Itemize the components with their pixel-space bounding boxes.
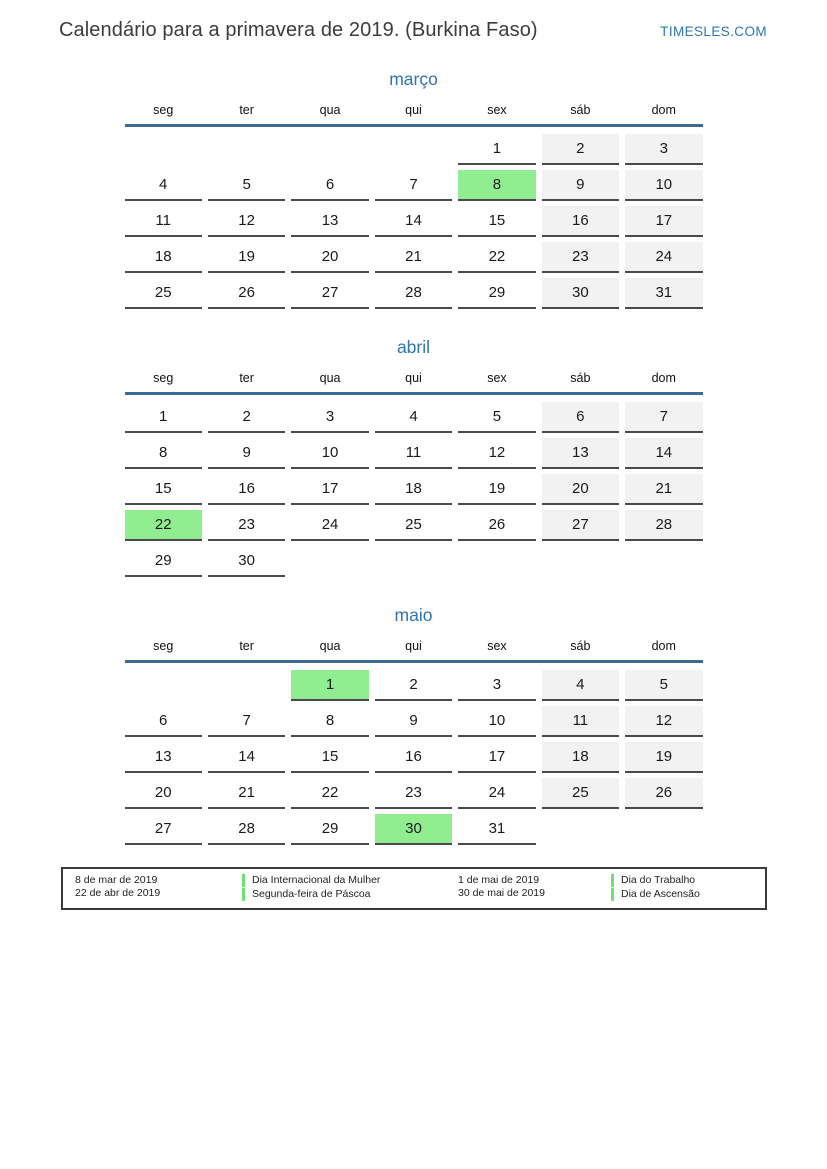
legend-date: 8 de mar de 2019 [75, 874, 158, 886]
weekday-label: dom [651, 639, 676, 653]
day-cell: 26 [625, 778, 702, 809]
day-cell: 11 [125, 206, 202, 237]
day-cell [375, 546, 452, 577]
legend-holiday-name: Segunda-feira de Páscoa [242, 888, 371, 901]
day-cell: 16 [542, 206, 619, 237]
day-cell: 15 [291, 742, 368, 773]
day-cell: 12 [625, 706, 702, 737]
day-cell: 26 [208, 278, 285, 309]
day-grid [125, 402, 703, 577]
holiday-day-cell: 8 [458, 170, 535, 201]
day-cell: 8 [291, 706, 368, 737]
page-header [0, 0, 827, 42]
day-cell: 6 [125, 706, 202, 737]
day-cell: 9 [208, 438, 285, 469]
day-cell: 5 [458, 402, 535, 433]
day-cell: 25 [125, 278, 202, 309]
weekday-label: ter [239, 103, 254, 117]
weekday-label: sex [487, 639, 507, 653]
weekday-row [125, 639, 703, 660]
day-cell: 30 [542, 278, 619, 309]
weekday-label: sex [487, 103, 507, 117]
legend-dates-column [458, 874, 611, 902]
day-cell: 19 [458, 474, 535, 505]
day-cell: 9 [542, 170, 619, 201]
day-cell: 29 [458, 278, 535, 309]
day-cell: 18 [375, 474, 452, 505]
day-cell: 16 [375, 742, 452, 773]
weekday-label: seg [153, 639, 174, 653]
day-cell: 6 [542, 402, 619, 433]
day-cell: 10 [625, 170, 702, 201]
day-cell: 14 [375, 206, 452, 237]
day-cell: 23 [208, 510, 285, 541]
day-cell: 24 [291, 510, 368, 541]
holidays-legend [61, 867, 767, 910]
day-cell [625, 546, 702, 577]
day-cell: 16 [208, 474, 285, 505]
weekday-label: seg [153, 103, 174, 117]
day-cell: 7 [625, 402, 702, 433]
day-cell [458, 546, 535, 577]
weekday-label: qui [405, 371, 422, 385]
day-cell: 23 [542, 242, 619, 273]
day-cell: 27 [125, 814, 202, 845]
day-cell: 23 [375, 778, 452, 809]
holiday-day-cell: 1 [291, 670, 368, 701]
day-cell [125, 670, 202, 701]
weekday-rule [125, 392, 703, 395]
day-cell: 31 [625, 278, 702, 309]
day-cell [542, 814, 619, 845]
day-cell: 24 [458, 778, 535, 809]
legend-holiday-name: Dia Internacional da Mulher [242, 874, 380, 887]
day-cell: 26 [458, 510, 535, 541]
day-cell: 13 [125, 742, 202, 773]
day-cell: 5 [625, 670, 702, 701]
day-cell: 7 [375, 170, 452, 201]
day-cell: 18 [125, 242, 202, 273]
day-cell: 17 [291, 474, 368, 505]
day-cell: 11 [542, 706, 619, 737]
day-cell: 1 [125, 402, 202, 433]
weekday-label: ter [239, 371, 254, 385]
legend-date: 30 de mai de 2019 [458, 887, 545, 899]
day-cell: 10 [458, 706, 535, 737]
weekday-label: qua [319, 103, 341, 117]
months [0, 69, 827, 845]
day-cell: 17 [625, 206, 702, 237]
day-cell: 29 [291, 814, 368, 845]
day-cell: 1 [458, 134, 535, 165]
day-cell: 4 [375, 402, 452, 433]
day-cell: 14 [208, 742, 285, 773]
day-cell: 4 [542, 670, 619, 701]
day-cell [208, 134, 285, 165]
day-cell: 13 [291, 206, 368, 237]
day-cell: 21 [625, 474, 702, 505]
day-cell: 21 [208, 778, 285, 809]
day-cell: 3 [625, 134, 702, 165]
weekday-label: dom [651, 103, 676, 117]
page-title: Calendário para a primavera de 2019. (Burkina Faso) [59, 19, 538, 41]
day-cell: 22 [291, 778, 368, 809]
weekday-label: sex [487, 371, 507, 385]
day-cell: 9 [375, 706, 452, 737]
weekday-label: ter [239, 639, 254, 653]
day-cell: 4 [125, 170, 202, 201]
weekday-label: qui [405, 103, 422, 117]
day-cell: 13 [542, 438, 619, 469]
day-cell: 21 [375, 242, 452, 273]
day-cell [125, 134, 202, 165]
day-cell: 25 [542, 778, 619, 809]
month-name: abril [396, 337, 431, 357]
day-cell: 8 [125, 438, 202, 469]
day-cell [291, 134, 368, 165]
weekday-label: qua [319, 639, 341, 653]
day-grid [125, 670, 703, 845]
day-cell: 20 [125, 778, 202, 809]
weekday-row [125, 103, 703, 124]
weekday-rule [125, 660, 703, 663]
day-cell: 12 [208, 206, 285, 237]
holiday-day-cell: 30 [375, 814, 452, 845]
weekday-label: sáb [570, 371, 591, 385]
day-cell: 14 [625, 438, 702, 469]
day-cell: 27 [542, 510, 619, 541]
day-cell: 2 [375, 670, 452, 701]
holiday-day-cell: 22 [125, 510, 202, 541]
day-cell [291, 546, 368, 577]
day-cell: 25 [375, 510, 452, 541]
site-logo-link[interactable]: TIMESLES.COM [660, 24, 767, 39]
legend-holiday-name: Dia do Trabalho [611, 874, 695, 887]
weekday-label: qui [405, 639, 422, 653]
day-cell: 11 [375, 438, 452, 469]
day-cell: 30 [208, 546, 285, 577]
day-cell: 22 [458, 242, 535, 273]
day-cell: 6 [291, 170, 368, 201]
day-cell: 15 [125, 474, 202, 505]
day-cell: 27 [291, 278, 368, 309]
day-cell: 28 [208, 814, 285, 845]
weekday-label: qua [319, 371, 341, 385]
day-cell [375, 134, 452, 165]
month-calendar [125, 69, 703, 309]
month-name: maio [394, 605, 433, 625]
legend-dates-column [75, 874, 242, 902]
day-cell: 12 [458, 438, 535, 469]
legend-holiday-name: Dia de Ascensão [611, 888, 700, 901]
day-cell: 29 [125, 546, 202, 577]
day-cell: 28 [375, 278, 452, 309]
day-cell: 31 [458, 814, 535, 845]
day-cell: 2 [208, 402, 285, 433]
day-cell: 19 [208, 242, 285, 273]
weekday-label: sáb [570, 639, 591, 653]
day-cell: 3 [458, 670, 535, 701]
day-cell: 7 [208, 706, 285, 737]
weekday-rule [125, 124, 703, 127]
day-cell: 5 [208, 170, 285, 201]
legend-names-column [611, 874, 765, 902]
day-cell: 28 [625, 510, 702, 541]
day-cell: 3 [291, 402, 368, 433]
month-name: março [389, 69, 438, 89]
day-cell: 10 [291, 438, 368, 469]
day-cell: 24 [625, 242, 702, 273]
legend-date: 1 de mai de 2019 [458, 874, 540, 886]
day-cell: 18 [542, 742, 619, 773]
weekday-label: dom [651, 371, 676, 385]
day-cell: 19 [625, 742, 702, 773]
day-cell [542, 546, 619, 577]
month-calendar [125, 337, 703, 577]
legend-date: 22 de abr de 2019 [75, 887, 161, 899]
weekday-row [125, 371, 703, 392]
day-grid [125, 134, 703, 309]
weekday-label: seg [153, 371, 174, 385]
day-cell [208, 670, 285, 701]
month-calendar [125, 605, 703, 845]
day-cell: 17 [458, 742, 535, 773]
legend-names-column [242, 874, 458, 902]
day-cell: 2 [542, 134, 619, 165]
day-cell: 15 [458, 206, 535, 237]
day-cell: 20 [291, 242, 368, 273]
weekday-label: sáb [570, 103, 591, 117]
day-cell: 20 [542, 474, 619, 505]
day-cell [625, 814, 702, 845]
